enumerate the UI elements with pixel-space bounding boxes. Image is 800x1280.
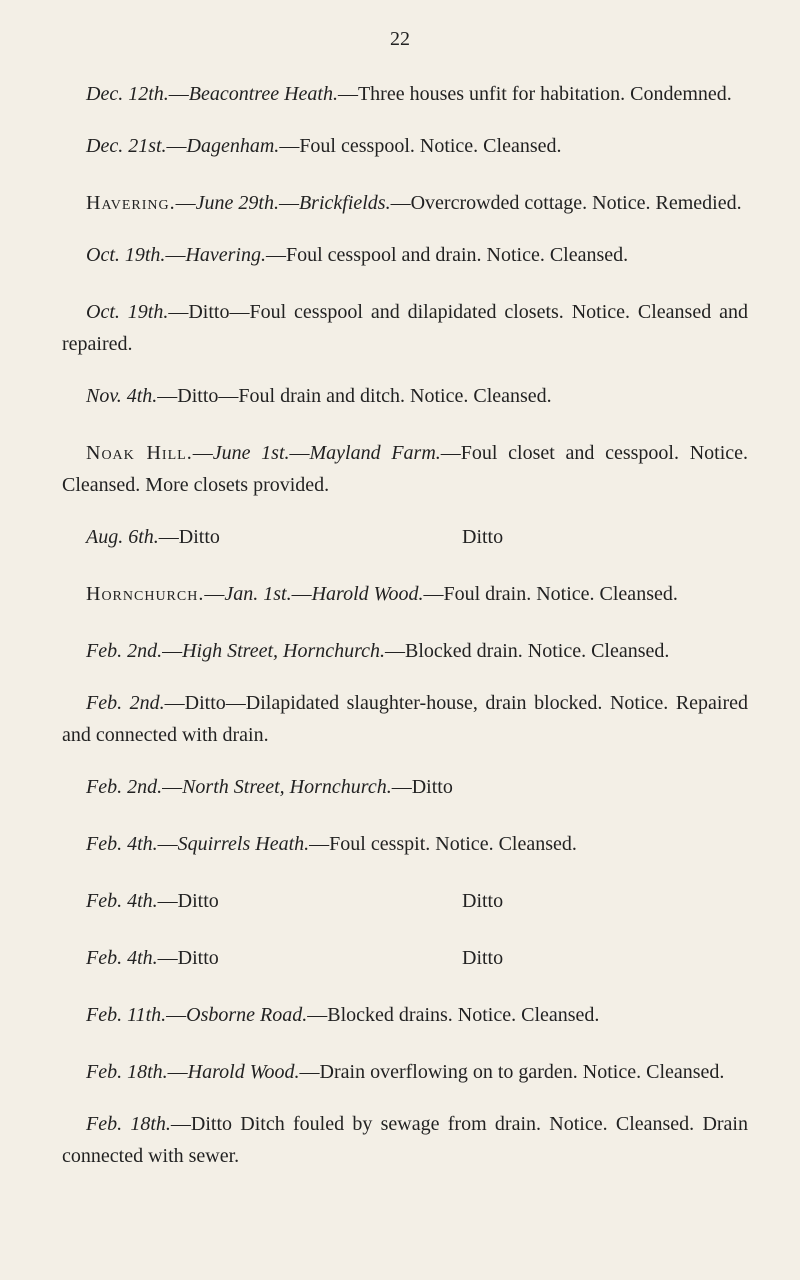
entry-ditto: Ditto: [462, 890, 504, 912]
entry: Feb. 18th.—Ditto Ditch fouled by sewage from drain. Notice. Cleansed. Drain connected with sewer.: [62, 1113, 748, 1167]
entry-date: Feb. 18th.: [86, 1113, 171, 1135]
entries-list: [62, 78, 748, 1192]
entry-text: Ditto: [178, 526, 220, 548]
entry-text: Blocked drain. Notice. Cleansed.: [405, 640, 670, 662]
entry-text: Foul closet and cesspool. Notice. Cleansed. More closets provided.: [62, 442, 748, 496]
entry-date: Feb. 18th.: [86, 1061, 168, 1083]
entry-place: North Street, Hornchurch.: [182, 776, 392, 798]
entry-text: Ditto—Dilapidated slaughter-house, drain blocked. Notice. Repaired and connected with drain.: [62, 692, 749, 746]
entry: Oct. 19th.—Ditto—Foul cesspool and dilapidated closets. Notice. Cleansed and repaired.: [62, 301, 748, 355]
entry-place: Squirrels Heath.: [177, 833, 310, 855]
entry-text: Ditto—Foul drain and ditch. Notice. Cleansed.: [177, 385, 552, 407]
entry-date: Dec. 12th.: [86, 83, 169, 105]
entry-place: Osborne Road.: [186, 1004, 308, 1026]
entry-date: June 29th.: [195, 192, 279, 214]
entry-date: Feb. 11th.: [86, 1004, 167, 1026]
entry-district: Noak Hill.: [86, 442, 193, 464]
entry-date: Feb. 2nd.: [86, 640, 163, 662]
entry-text: Blocked drains. Notice. Cleansed.: [327, 1004, 600, 1026]
entry-place: Harold Wood.: [187, 1061, 300, 1083]
entry-place: Mayland Farm.: [309, 442, 441, 464]
entry-date: Feb. 4th.: [86, 947, 158, 969]
entry-text: Foul cesspool. Notice. Cleansed.: [299, 135, 562, 157]
entry-date: Feb. 2nd.: [86, 776, 163, 798]
entry: Feb. 2nd.—Ditto—Dilapidated slaughter-house, drain blocked. Notice. Repaired and connected with drain.: [62, 692, 749, 746]
entry-date: June 1st.: [212, 442, 290, 464]
entry: Feb. 11th.—Osborne Road.—Blocked drains. Notice. Cleansed.: [86, 1004, 600, 1026]
entry-date: Feb. 4th.: [86, 890, 158, 912]
entry: Aug. 6th.—Ditto Ditto: [62, 521, 748, 553]
entry-text: Drain overflowing on to garden. Notice. Cleansed.: [319, 1061, 725, 1083]
entry: Dec. 12th.—Beacontree Heath.—Three houses unfit for habitation. Condemned.: [86, 83, 732, 105]
entry: Feb. 2nd.—North Street, Hornchurch.—Ditto: [86, 776, 453, 798]
entry-text: Ditto—Foul cesspool and dilapidated closets. Notice. Cleansed and repaired.: [62, 301, 748, 355]
entry: Feb. 2nd.—High Street, Hornchurch.—Blocked drain. Notice. Cleansed.: [86, 640, 670, 662]
entry: Havering.—June 29th.—Brickfields.—Overcrowded cottage. Notice. Remedied.: [86, 192, 742, 214]
entry: Nov. 4th.—Ditto—Foul drain and ditch. Notice. Cleansed.: [86, 385, 552, 407]
entry-date: Feb. 4th.: [86, 833, 158, 855]
entry-text: Foul cesspool and drain. Notice. Cleansed.: [285, 244, 629, 266]
entry-text: Ditto Ditch fouled by sewage from drain. Notice. Cleansed. Drain connected with sewer.: [62, 1113, 748, 1167]
entry-date: Oct. 19th.: [86, 244, 166, 266]
entry-text: Foul drain. Notice. Cleansed.: [443, 583, 678, 605]
entry-text: Overcrowded cottage. Notice. Remedied.: [410, 192, 742, 214]
entry-text: Ditto: [177, 947, 219, 969]
entry-place: Beacontree Heath.: [188, 83, 338, 105]
entry-text: Foul cesspit. Notice. Cleansed.: [329, 833, 577, 855]
entry-text: Three houses unfit for habitation. Condemned.: [357, 83, 732, 105]
entry-place: High Street, Hornchurch.: [182, 640, 386, 662]
page-number: 22: [390, 28, 410, 50]
entry-place: Brickfields.: [298, 192, 391, 214]
entry-text: Ditto: [177, 890, 219, 912]
entry-place: Havering.: [185, 244, 266, 266]
entry: Feb. 4th.—Squirrels Heath.—Foul cesspit. Notice. Cleansed.: [86, 833, 577, 855]
entry-district: Hornchurch.: [86, 583, 205, 605]
entry: Oct. 19th.—Havering.—Foul cesspool and drain. Notice. Cleansed.: [86, 244, 629, 266]
entry-ditto: Ditto: [462, 947, 504, 969]
entry-date: Dec. 21st.: [86, 135, 167, 157]
entry: Noak Hill.—June 1st.—Mayland Farm.—Foul closet and cesspool. Notice. Cleansed. More closets provided.: [62, 442, 748, 496]
entry: Feb. 4th.—Ditto Ditto: [62, 942, 748, 974]
entry: Hornchurch.—Jan. 1st.—Harold Wood.—Foul drain. Notice. Cleansed.: [86, 583, 678, 605]
entry-place: Dagenham.: [186, 135, 280, 157]
entry-date: Oct. 19th.: [86, 301, 169, 323]
entry-date: Nov. 4th.: [86, 385, 158, 407]
entry: Dec. 21st.—Dagenham.—Foul cesspool. Notice. Cleansed.: [86, 135, 562, 157]
entry-place: Harold Wood.: [311, 583, 424, 605]
entry-date: Jan. 1st.: [224, 583, 292, 605]
entry-text: Ditto: [411, 776, 453, 798]
entry-district: Havering.: [86, 192, 176, 214]
entry-ditto: Ditto: [462, 526, 504, 548]
entry-date: Aug. 6th.: [86, 526, 159, 548]
entry: Feb. 18th.—Harold Wood.—Drain overflowing on to garden. Notice. Cleansed.: [86, 1061, 725, 1083]
entry-date: Feb. 2nd.: [86, 692, 165, 714]
entry: Feb. 4th.—Ditto Ditto: [62, 885, 748, 917]
